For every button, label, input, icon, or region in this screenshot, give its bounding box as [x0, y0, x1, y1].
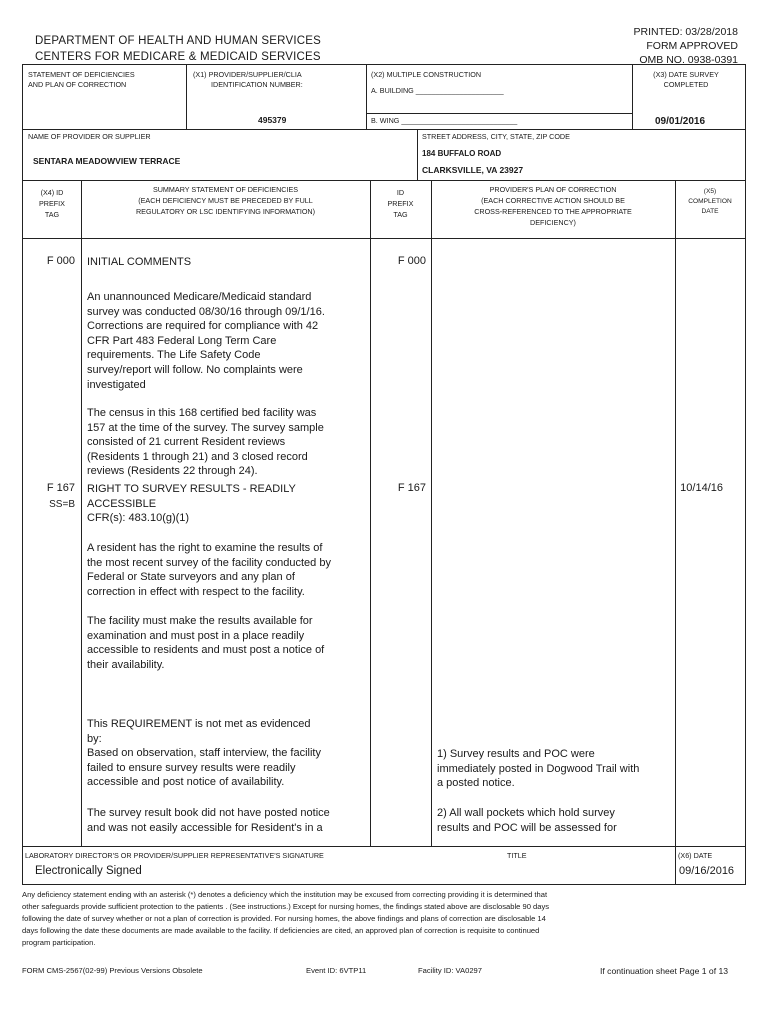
disclaimer-text: Any deficiency statement ending with an asterisk (*) denotes a deficiency which the institution may be excused from correcting providing it is determined that other safeguards provide sufficient protection to the patients . (See instructions.) Except for nursing homes, the findings stated above are disclosable 90 days following the date of survey whether or not a plan of correction is provided. For nursing homes, the above findings and plans of correction are disclosable 14 days following the date these documents are made available to the facility. If deficiencies are cited, an approved plan of correction is requisite to continued program participation.: [22, 890, 550, 947]
form-id: FORM CMS-2567(02-99) Previous Versions Obsolete: [22, 966, 203, 975]
address-line-1: 184 BUFFALO ROAD: [422, 149, 502, 158]
plan-header: PROVIDER'S PLAN OF CORRECTION (EACH CORRECTIVE ACTION SHOULD BE CROSS-REFERENCED TO THE APPROPRIATE DEFICIENCY): [474, 185, 632, 227]
statement-label: STATEMENT OF DEFICIENCIES AND PLAN OF CORRECTION: [28, 70, 135, 89]
survey-book-paragraph: The survey result book did not have posted notice and was not easily accessible for Resident's in a: [87, 807, 330, 834]
x2-building: A. BUILDING ______________________: [371, 86, 504, 95]
tag-f000-left: F 000: [46, 255, 75, 267]
signature-value: Electronically Signed: [35, 865, 142, 877]
signature-box: [22, 847, 746, 885]
id-header: ID PREFIX TAG: [387, 188, 414, 219]
x2-wing: B. WING _____________________________: [371, 116, 518, 125]
signature-date-value: 09/16/2016: [679, 865, 735, 877]
survey-completed-date: 09/01/2016: [655, 116, 706, 127]
poc-item-1: 1) Survey results and POC were immediately posted in Dogwood Trail with a posted notice.: [437, 748, 640, 790]
form-approved: FORM APPROVED: [646, 40, 738, 52]
department-heading: [35, 33, 321, 65]
tag-f000-right: F 000: [397, 255, 426, 267]
title-label: TITLE: [507, 851, 527, 860]
event-id: Event ID: 6VTP11: [306, 966, 367, 975]
department-line-2: CENTERS FOR MEDICARE & MEDICAID SERVICES: [35, 51, 321, 63]
x1-label: (X1) PROVIDER/SUPPLIER/CLIA IDENTIFICATION NUMBER:: [193, 70, 303, 89]
provider-name-value: SENTARA MEADOWVIEW TERRACE: [33, 156, 181, 166]
x3-label: (X3) DATE SURVEY COMPLETED: [653, 70, 719, 89]
address-line-2: CLARKSVILLE, VA 23927: [422, 165, 524, 175]
survey-paragraph: An unannounced Medicare/Medicaid standard survey was conducted 08/30/16 through 09/1/16. Corrections are required for compliance with 42 CFR Part 483 Federal Long Term Care requirements. The Life Safety Code survey/report will follow. No complaints were investigated: [87, 291, 325, 391]
page-indicator: If continuation sheet Page 1 of 13: [600, 966, 729, 976]
census-paragraph: The census in this 168 certified bed facility was 157 at the time of the survey. The survey sample consisted of 21 current Resident reviews (Residents 1 through 21) and 3 closed record reviews (Residents 22 through 24).: [87, 407, 324, 478]
tag-f167-left: F 167: [46, 482, 75, 494]
x5-header: (X5) COMPLETION DATE: [688, 188, 732, 215]
date-label: (X6) DATE: [678, 851, 713, 860]
provider-id-value: 495379: [258, 115, 287, 125]
facility-id: Facility ID: VA0297: [418, 966, 483, 975]
statement-header-box: [22, 64, 746, 130]
provider-name-label: NAME OF PROVIDER OR SUPPLIER: [28, 132, 151, 141]
poc-item-2: 2) All wall pockets which hold survey results and POC will be assessed for: [437, 807, 617, 834]
tag-f167-right: F 167: [397, 482, 426, 494]
initial-comments-heading: INITIAL COMMENTS: [87, 256, 192, 268]
x4-header: (X4) ID PREFIX TAG: [39, 188, 65, 219]
facility-must-paragraph: The facility must make the results available for examination and must post in a place readily accessible to residents and must post a notice of their availability.: [87, 615, 325, 671]
x2-label: (X2) MULTIPLE CONSTRUCTION: [371, 70, 482, 79]
f167-completion-date: 10/14/16: [680, 482, 723, 494]
address-label: STREET ADDRESS, CITY, STATE, ZIP CODE: [422, 132, 570, 141]
summary-header: SUMMARY STATEMENT OF DEFICIENCIES (EACH DEFICIENCY MUST BE PRECEDED BY FULL REGULATORY OR LSC IDENTIFYING INFORMATION): [135, 185, 316, 216]
signature-label: LABORATORY DIRECTOR'S OR PROVIDER/SUPPLIER REPRESENTATIVE'S SIGNATURE: [25, 851, 324, 860]
form-meta: [634, 25, 738, 67]
provider-box: [22, 129, 746, 181]
scope-severity: SS=B: [49, 499, 75, 510]
department-line-1: DEPARTMENT OF HEALTH AND HUMAN SERVICES: [35, 35, 321, 47]
requirement-not-met-paragraph: This REQUIREMENT is not met as evidenced by: Based on observation, staff interview, the facility failed to ensure survey results were readily accessible and post notice of availability.: [87, 718, 321, 789]
printed-date: PRINTED: 03/28/2018: [633, 26, 738, 38]
resident-right-paragraph: A resident has the right to examine the results of the most recent survey of the facility conducted by Federal or State surveyors and any plan of correction in effect with respect to the facility.: [87, 542, 331, 598]
deficiency-table: [22, 180, 746, 847]
omb-number: OMB NO. 0938-0391: [639, 54, 738, 66]
f167-title: RIGHT TO SURVEY RESULTS - READILY ACCESSIBLE CFR(s): 483.10(g)(1): [87, 483, 296, 525]
